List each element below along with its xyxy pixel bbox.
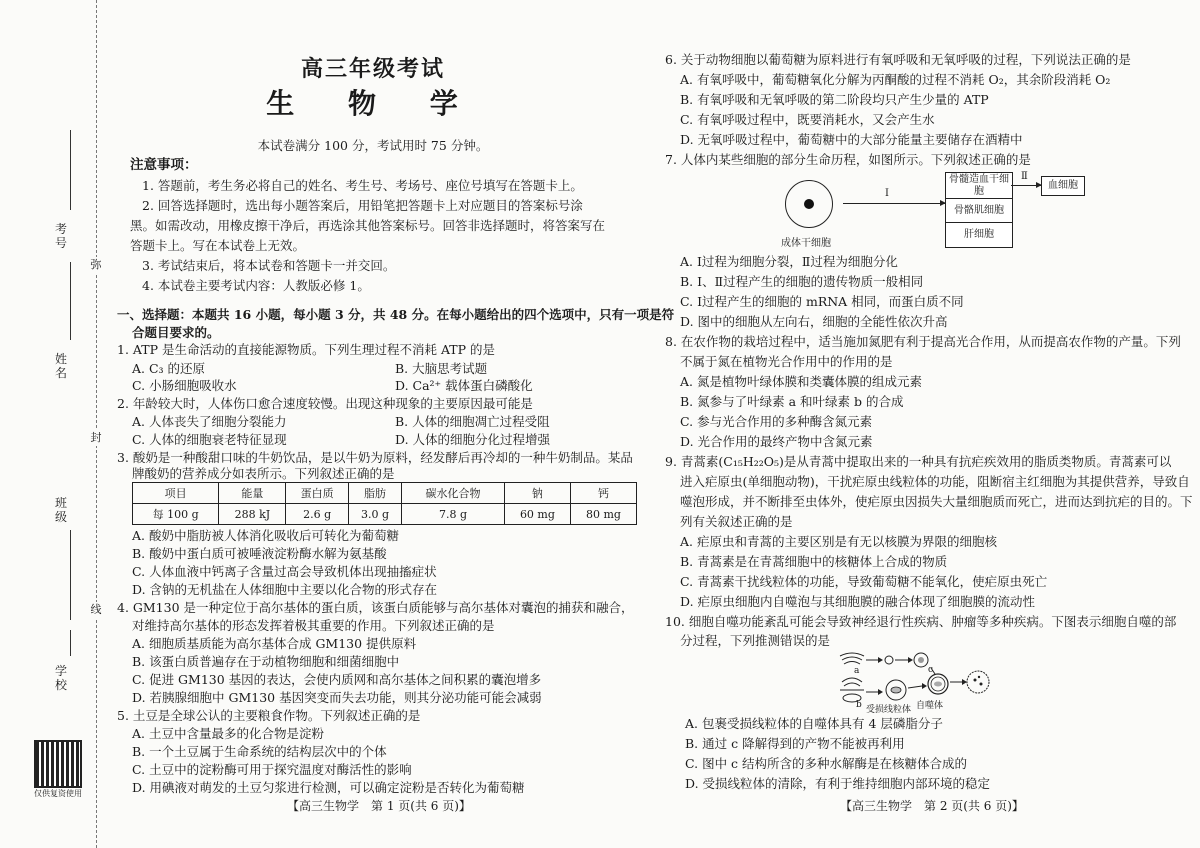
name-line <box>70 262 71 340</box>
table-header-cell: 项目 <box>133 483 219 504</box>
q8-option-b: B. 氮参与了叶绿素 a 和叶绿素 b 的合成 <box>680 394 904 409</box>
question-7: 7. 人体内某些细胞的部分生命历程，如图所示。下列叙述正确的是 <box>665 152 1031 167</box>
seal-char-1: 弥 <box>88 257 104 273</box>
q4-option-d: D. 若胰腺细胞中 GM130 基因突变而失去功能，则其分泌功能可能会减弱 <box>132 690 542 705</box>
notice-title: 注意事项： <box>130 157 198 173</box>
page-2 <box>660 0 1193 848</box>
question-9-cont-2: 噬泡形成，并不断排至虫体外，使疟原虫因损失大量细胞质而死亡，进而达到抗疟的目的。下 <box>680 494 1193 509</box>
notice-2-cont: 黑。如需改动，用橡皮擦干净后，再选涂其他答案标号。回答非选择题时，将答案写在 <box>130 218 606 233</box>
question-9-cont-1: 进入疟原虫(单细胞动物)，干扰疟原虫线粒体的功能，阻断宿主红细胞为其提供营养，导致自 <box>680 474 1190 489</box>
q4-option-b: B. 该蛋白质普遍存在于动植物细胞和细菌细胞中 <box>132 654 400 669</box>
q9-option-b: B. 青蒿素是在青蒿细胞中的核糖体上合成的物质 <box>680 554 948 569</box>
q1-option-d: D. Ca²⁺ 载体蛋白磷酸化 <box>395 378 533 393</box>
question-9-cont-3: 列有关叙述正确的是 <box>680 514 793 529</box>
q9-option-c: C. 青蒿素干扰线粒体的功能，导致葡萄糖不能氧化，使疟原虫死亡 <box>680 574 1048 589</box>
school-label: 学校 <box>54 664 67 692</box>
q6-option-b: B. 有氧呼吸和无氧呼吸的第二阶段均只产生少量的 ATP <box>680 92 989 107</box>
table-cell: 2.6 g <box>286 504 348 525</box>
page-footer-1: 【高三生物学 第 1 页(共 6 页)】 <box>287 799 471 813</box>
seal-char-2: 封 <box>88 430 104 446</box>
seal-char-3: 线 <box>88 602 104 618</box>
step-1-label: Ⅰ <box>885 188 889 199</box>
q2-option-a: A. 人体丧失了细胞分裂能力 <box>132 414 287 429</box>
q7-option-b: B. Ⅰ、Ⅱ过程产生的细胞的遗传物质一般相同 <box>680 274 924 289</box>
question-10-cont: 分过程，下列推测错误的是 <box>680 633 831 648</box>
notice-2-end: 答题卡上。写在本试卷上无效。 <box>130 238 306 253</box>
notice-2: 2. 回答选择题时，选出每小题答案后，用铅笔把答题卡上对应题目的答案标号涂 <box>142 198 583 213</box>
notice-4: 4. 本试卷主要考试内容：人教版必修 1。 <box>142 278 370 293</box>
subject-title: 生 物 学 <box>266 87 480 120</box>
table-header-cell: 蛋白质 <box>286 483 348 504</box>
question-9: 9. 青蒿素(C₁₅H₂₂O₅)是从青蒿中提取出来的一种具有抗疟疾效用的脂质类物质。青蒿素可以 <box>665 454 1172 469</box>
school-line <box>70 630 71 656</box>
q7-option-a: A. Ⅰ过程为细胞分裂，Ⅱ过程为细胞分化 <box>680 254 898 269</box>
q10-option-b: B. 通过 c 降解得到的产物不能被再利用 <box>685 736 905 751</box>
q7-option-d: D. 图中的细胞从左向右，细胞的全能性依次升高 <box>680 314 948 329</box>
seal-line <box>96 0 97 848</box>
qr-code <box>34 740 82 788</box>
arrow-step-1 <box>843 203 945 204</box>
section-heading-cont: 合题目要求的。 <box>132 325 220 340</box>
table-cell: 7.8 g <box>402 504 505 525</box>
q3-option-b: B. 酸奶中蛋白质可被唾液淀粉酶水解为氨基酸 <box>132 546 387 561</box>
question-1: 1. ATP 是生命活动的直接能源物质。下列生理过程不消耗 ATP 的是 <box>117 342 496 357</box>
q3-option-c: C. 人体血液中钙离子含量过高会导致机体出现抽搐症状 <box>132 564 437 579</box>
q9-option-a: A. 疟原虫和青蒿的主要区别是有无以核膜为界限的细胞核 <box>680 534 997 549</box>
arrow-step-2 <box>1011 185 1041 186</box>
question-8-cont: 不属于氮在植物光合作用中的作用的是 <box>680 354 893 369</box>
table-cell: 3.0 g <box>348 504 401 525</box>
q8-option-d: D. 光合作用的最终产物中含氮元素 <box>680 434 873 449</box>
table-header-cell: 脂肪 <box>348 483 401 504</box>
autophagosome-label: 自噬体 <box>916 701 944 711</box>
box-liver-cell: 肝细胞 <box>945 222 1013 248</box>
question-4-cont: 对维持高尔基体的形态发挥着极其重要的作用。下列叙述正确的是 <box>132 618 495 633</box>
table-cell: 60 mg <box>504 504 570 525</box>
q4-option-a: A. 细胞质基质能为高尔基体合成 GM130 提供原料 <box>132 636 417 651</box>
autophagy-diagram <box>838 650 1013 715</box>
q8-option-c: C. 参与光合作用的多种酶含氮元素 <box>680 414 873 429</box>
table-header-row <box>133 483 637 504</box>
box-hematopoietic-stem-cell: 骨髓造血干细胞 <box>945 172 1013 200</box>
step-2-label: Ⅱ <box>1021 171 1028 182</box>
section-heading: 一、选择题：本题共 16 小题，每小题 3 分，共 48 分。在每小题给出的四个选项中，只有一项是符 <box>117 307 675 322</box>
notice-3: 3. 考试结束后，将本试卷和答题卡一并交回。 <box>142 258 396 273</box>
nutrition-table <box>132 482 637 525</box>
q4-option-c: C. 促进 GM130 基因的表达，会使内质网和高尔基体之间积累的囊泡增多 <box>132 672 542 687</box>
q5-option-d: D. 用碘液对萌发的土豆匀浆进行检测，可以确定淀粉是否转化为葡萄糖 <box>132 780 525 795</box>
q1-option-c: C. 小肠细胞吸收水 <box>132 378 237 393</box>
question-5: 5. 土豆是全球公认的主要粮食作物。下列叙述正确的是 <box>117 708 421 723</box>
q2-option-b: B. 人体的细胞凋亡过程受阻 <box>395 414 550 429</box>
name-label: 姓名 <box>54 352 67 380</box>
table-header-cell: 钙 <box>570 483 636 504</box>
exam-intro: 本试卷满分 100 分，考试用时 75 分钟。 <box>257 138 489 153</box>
question-6: 6. 关于动物细胞以葡萄糖为原料进行有氧呼吸和无氧呼吸的过程，下列说法正确的是 <box>665 52 1131 67</box>
question-3: 3. 酸奶是一种酸甜口味的牛奶饮品，是以牛奶为原料，经发酵后再冷却的一种牛奶制品。某品 <box>117 450 633 465</box>
table-header-cell: 碳水化合物 <box>402 483 505 504</box>
label-a: a <box>854 666 860 676</box>
q6-option-d: D. 无氧呼吸过程中，葡萄糖中的大部分能量主要储存在酒精中 <box>680 132 1023 147</box>
exam-title: 高三年级考试 <box>300 56 445 82</box>
binding-strip <box>0 0 110 848</box>
table-row <box>133 504 637 525</box>
stem-cell-label: 成体干细胞 <box>781 238 831 249</box>
question-3-cont: 牌酸奶的营养成分如表所示。下列叙述正确的是 <box>132 466 395 481</box>
nucleus <box>804 199 814 209</box>
table-cell: 80 mg <box>570 504 636 525</box>
q6-option-a: A. 有氧呼吸中，葡萄糖氧化分解为丙酮酸的过程不消耗 O₂，其余阶段消耗 O₂ <box>680 72 1111 87</box>
q3-option-a: A. 酸奶中脂肪被人体消化吸收后可转化为葡萄糖 <box>132 528 399 543</box>
label-b: b <box>856 700 862 710</box>
question-8: 8. 在农作物的栽培过程中，适当施加氮肥有利于提高光合作用，从而提高农作物的产量。下列 <box>665 334 1181 349</box>
notice-1: 1. 答题前，考生务必将自己的姓名、考生号、考场号、座位号填写在答题卡上。 <box>142 178 583 193</box>
question-10: 10. 细胞自噬功能紊乱可能会导致神经退行性疾病、肿瘤等多种疾病。下图表示细胞自噬的部 <box>665 614 1177 629</box>
q2-option-d: D. 人体的细胞分化过程增强 <box>395 432 551 447</box>
q8-option-a: A. 氮是植物叶绿体膜和类囊体膜的组成元素 <box>680 374 922 389</box>
class-line <box>70 530 71 620</box>
label-c: c <box>928 665 934 675</box>
q7-option-c: C. Ⅰ过程产生的细胞的 mRNA 相同，而蛋白质不同 <box>680 294 964 309</box>
q2-option-c: C. 人体的细胞衰老特征显现 <box>132 432 287 447</box>
table-header-cell: 能量 <box>219 483 286 504</box>
stem-cell-circle <box>785 180 833 228</box>
exam-number-label: 考号 <box>54 222 67 250</box>
q10-option-d: D. 受损线粒体的清除，有利于维持细胞内部环境的稳定 <box>685 776 991 791</box>
table-cell: 288 kJ <box>219 504 286 525</box>
question-2: 2. 年龄较大时，人体伤口愈合速度较慢。出现这种现象的主要原因最可能是 <box>117 396 533 411</box>
q9-option-d: D. 疟原虫细胞内自噬泡与其细胞膜的融合体现了细胞膜的流动性 <box>680 594 1036 609</box>
q10-option-a: A. 包裹受损线粒体的自噬体具有 4 层磷脂分子 <box>685 716 943 731</box>
class-label: 班级 <box>54 496 67 524</box>
box-skeletal-muscle-cell: 骨骼肌细胞 <box>945 198 1013 224</box>
q1-option-b: B. 大脑思考试题 <box>395 361 488 376</box>
page-1 <box>112 0 675 848</box>
q1-option-a: A. C₃ 的还原 <box>132 361 206 376</box>
q5-option-a: A. 土豆中含量最多的化合物是淀粉 <box>132 726 324 741</box>
q6-option-c: C. 有氧呼吸过程中，既要消耗水，又会产生水 <box>680 112 935 127</box>
q3-option-d: D. 含钠的无机盐在人体细胞中主要以化合物的形式存在 <box>132 582 438 597</box>
exam-number-line <box>70 130 71 210</box>
table-header-cell: 钠 <box>504 483 570 504</box>
q5-option-c: C. 土豆中的淀粉酶可用于探究温度对酶活性的影响 <box>132 762 412 777</box>
damaged-mitochondria-label: 受损线粒体 <box>866 705 912 715</box>
question-4: 4. GM130 是一种定位于高尔基体的蛋白质，该蛋白质能够与高尔基体对囊泡的捕获和融合， <box>117 600 634 615</box>
page-footer-2: 【高三生物学 第 2 页(共 6 页)】 <box>840 799 1024 813</box>
q5-option-b: B. 一个土豆属于生命系统的结构层次中的个体 <box>132 744 387 759</box>
table-cell: 每 100 g <box>133 504 219 525</box>
cell-fate-diagram <box>781 171 1085 254</box>
qr-caption: 仅供复资使用 <box>34 789 82 798</box>
box-blood-cell: 血细胞 <box>1041 176 1085 196</box>
q10-option-c: C. 图中 c 结构所含的多种水解酶是在核糖体合成的 <box>685 756 968 771</box>
